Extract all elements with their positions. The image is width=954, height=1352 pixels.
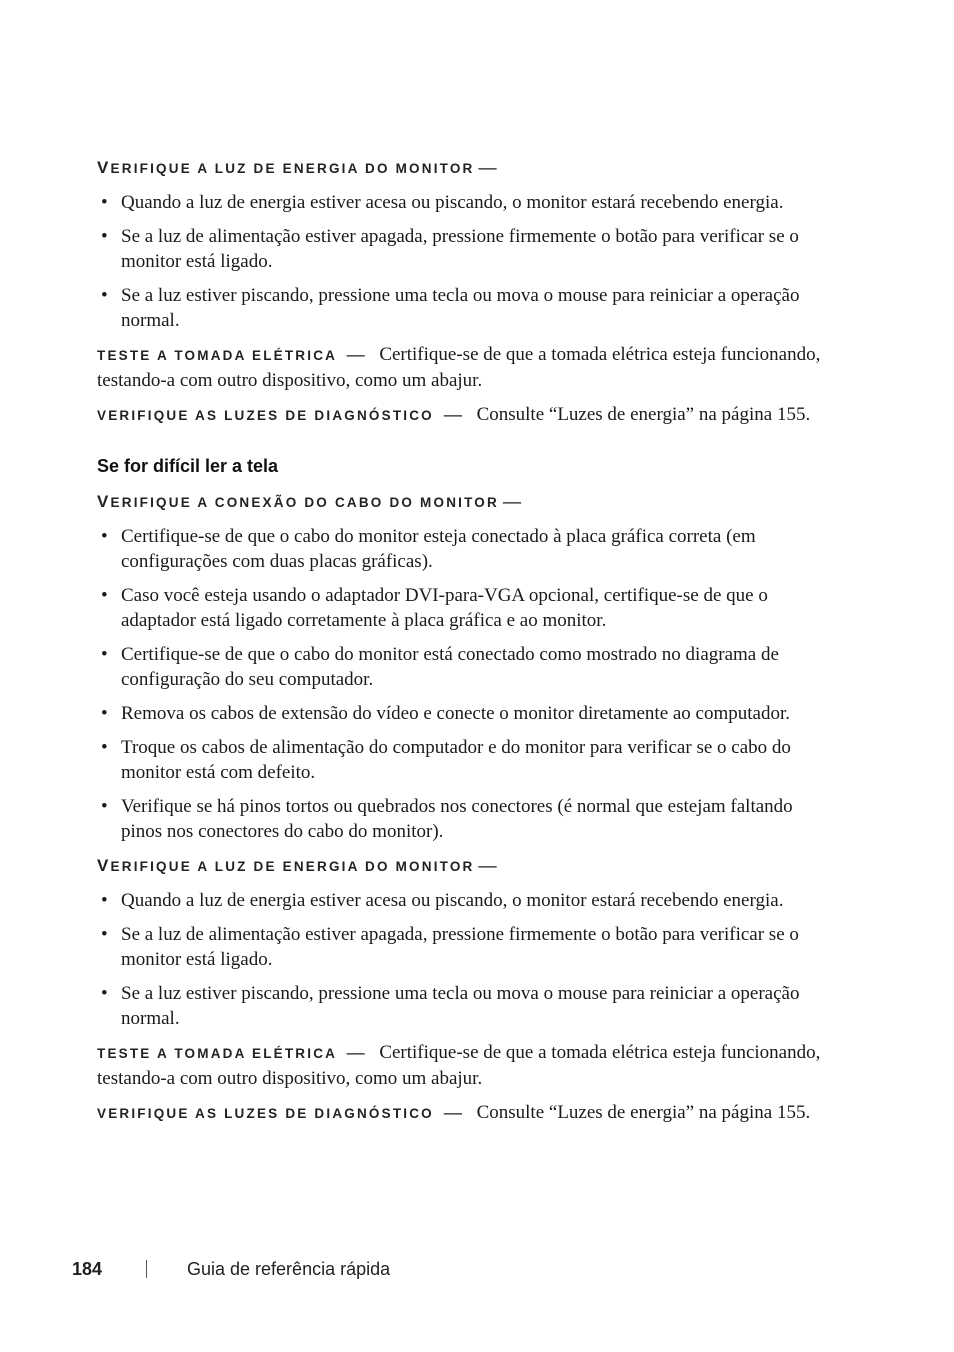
heading-text: VERIFIQUE A LUZ DE ENERGIA DO MONITOR [97,157,475,177]
diagnostic-heading: VERIFIQUE AS LUZES DE DIAGNÓSTICO — [97,1102,462,1122]
list-item: • Quando a luz de energia estiver acesa ou piscando, o monitor estará recebendo energia. [97,888,825,913]
list-item: • Se a luz estiver piscando, pressione uma tecla ou mova o mouse para reiniciar a operação normal. [97,283,825,333]
outlet-paragraph-1 [97,342,825,393]
diagnostic-paragraph-2 [97,1100,825,1126]
em-dash: — [478,855,497,875]
list-item: • Remova os cabos de extensão do vídeo e conecte o monitor diretamente ao computador. [97,701,825,726]
heading-cable-connection [97,489,825,514]
bullet-list-1 [97,190,825,333]
page-content [97,155,825,1135]
bullet-list-2 [97,524,825,844]
footer-divider [146,1260,147,1278]
diagnostic-heading: VERIFIQUE AS LUZES DE DIAGNÓSTICO — [97,404,462,424]
outlet-heading: TESTE A TOMADA ELÉTRICA — [97,1042,365,1062]
list-item: • Se a luz de alimentação estiver apagada, pressione firmemente o botão para verificar se o monitor está ligado. [97,922,825,972]
heading-text: VERIFIQUE A LUZ DE ENERGIA DO MONITOR [97,855,475,875]
heading-text: VERIFIQUE A CONEXÃO DO CABO DO MONITOR [97,491,499,511]
em-dash: — [478,157,497,177]
list-item: • Troque os cabos de alimentação do computador e do monitor para verificar se o cabo do monitor está com defeito. [97,735,825,785]
list-item: • Verifique se há pinos tortos ou quebrados nos conectores (é normal que estejam faltando pinos nos conectores do cabo do monitor). [97,794,825,844]
list-item: • Certifique-se de que o cabo do monitor esteja conectado à placa gráfica correta (em configurações com duas placas gráficas). [97,524,825,574]
list-item: • Quando a luz de energia estiver acesa ou piscando, o monitor estará recebendo energia. [97,190,825,215]
list-item: • Se a luz estiver piscando, pressione uma tecla ou mova o mouse para reiniciar a operação normal. [97,981,825,1031]
footer-title: Guia de referência rápida [187,1258,391,1279]
diagnostic-paragraph-1 [97,402,825,428]
page-number: 184 [72,1258,103,1279]
heading-power-light-2 [97,853,825,878]
list-item: • Caso você esteja usando o adaptador DVI-para-VGA opcional, certifique-se de que o adaptador está ligado corretamente à placa gráfica e ao monitor. [97,583,825,633]
diagnostic-text: Consulte “Luzes de energia” na página 155. [476,1102,811,1123]
diagnostic-text: Consulte “Luzes de energia” na página 155. [476,404,811,425]
list-item: • Certifique-se de que o cabo do monitor está conectado como mostrado no diagrama de configuração do seu computador. [97,642,825,692]
section-title: Se for difícil ler a tela [97,456,279,476]
em-dash: — [502,491,521,511]
outlet-text: Certifique-se de que a tomada elétrica esteja funcionando, testando-a com outro dispositivo, como um abajur. [97,1042,821,1089]
outlet-heading: TESTE A TOMADA ELÉTRICA — [97,344,365,364]
outlet-text: Certifique-se de que a tomada elétrica esteja funcionando, testando-a com outro dispositivo, como um abajur. [97,344,821,391]
list-item: • Se a luz de alimentação estiver apagada, pressione firmemente o botão para verificar se o monitor está ligado. [97,224,825,274]
page-footer [72,1256,390,1282]
bullet-list-3 [97,888,825,1031]
heading-power-light-1 [97,155,825,180]
outlet-paragraph-2 [97,1040,825,1091]
